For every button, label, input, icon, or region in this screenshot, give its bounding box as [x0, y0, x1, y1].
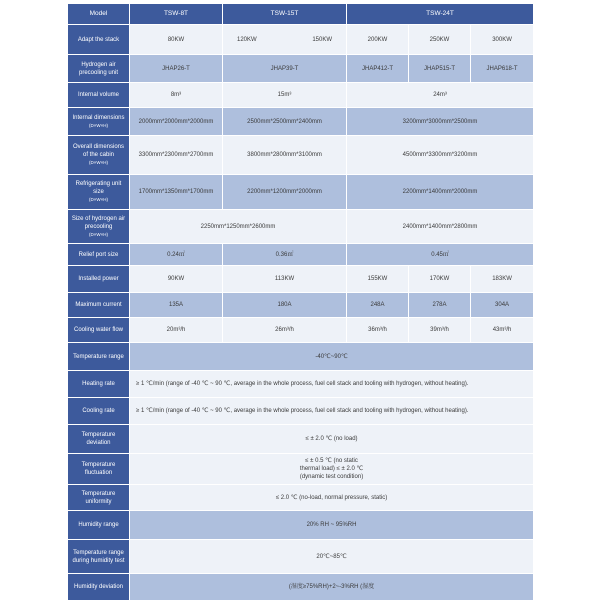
fluctuation-line-3: (dynamic test condition): [299, 474, 364, 480]
cell-internal-dims-24t: 3200mm*3000mm*2500mm: [347, 108, 534, 136]
label-cooling-rate: Cooling rate: [68, 398, 130, 425]
cell-temperature-range: -40℃~90℃: [130, 343, 534, 371]
row-refrigerating-unit: [68, 175, 534, 210]
label-precooling-size-text: Size of hydrogen air precooling: [71, 215, 126, 230]
label-internal-volume: Internal volume: [68, 83, 130, 108]
row-installed-power: [68, 266, 534, 293]
header-tsw-24t: TSW-24T: [347, 4, 534, 25]
cell-overall-dims-8t: 3300mm*2300mm*2700mm: [130, 136, 223, 175]
cell-power-8t: 90KW: [130, 266, 223, 293]
label-internal-dimensions-text: Internal dimensions: [72, 114, 125, 121]
cell-refrig-15t: 2200mm*1200mm*2000mm: [223, 175, 347, 210]
cell-precool-24t-b: JHAP515-T: [409, 55, 471, 83]
label-overall-dimensions-sub: (D×W×H): [89, 160, 108, 165]
cell-temperature-deviation: ≤ ± 2.0 ℃ (no load): [130, 425, 534, 454]
cell-internal-dims-15t: 2500mm*2500mm*2400mm: [223, 108, 347, 136]
cell-cooling-water-8t: 20m³/h: [130, 318, 223, 343]
row-temp-during-humidity: [68, 540, 534, 574]
cell-precool-size-24t: 2400mm*1400mm*2800mm: [347, 210, 534, 244]
cell-current-24t-c: 304A: [471, 293, 534, 318]
label-temperature-range: Temperature range: [68, 343, 130, 371]
cell-adapt-24t-a: 200KW: [347, 25, 409, 55]
label-overall-dimensions-text: Overall dimensions of the cabin: [72, 144, 125, 158]
header-tsw-8t: TSW-8T: [130, 4, 223, 25]
cell-precool-8t: JHAP26-T: [130, 55, 223, 83]
label-humidity-range: Humidity range: [68, 511, 130, 540]
label-cooling-water: Cooling water flow: [68, 318, 130, 343]
cell-adapt-15t-a: 120KW: [237, 36, 257, 43]
label-precooling-size-sub: (D×W×H): [89, 231, 108, 237]
cell-precool-size-8t-15t: 2250mm*1250mm*2600mm: [130, 210, 347, 244]
label-precooling-size: [68, 210, 130, 244]
label-installed-power: Installed power: [68, 266, 130, 293]
label-internal-dimensions: [68, 108, 130, 136]
cell-volume-24t: 24m³: [347, 83, 534, 108]
row-heating-rate: [68, 371, 534, 398]
label-refrigerating-unit-sub: (D×W×H): [89, 197, 108, 202]
fluctuation-line-1: ≤ ± 0.5 ℃ (no static: [305, 458, 358, 464]
row-maximum-current: [68, 293, 534, 318]
cell-cooling-water-24t-b: 39m³/h: [409, 318, 471, 343]
label-overall-dimensions: [68, 136, 130, 175]
cell-current-24t-b: 278A: [409, 293, 471, 318]
cell-power-24t-b: 170KW: [409, 266, 471, 293]
header-row: [68, 4, 534, 25]
cell-power-24t-a: 155KW: [347, 266, 409, 293]
cell-cooling-rate: ≥ 1 ℃/min (range of -40 ℃ ~ 90 ℃, average in the whole process, fuel cell stack and tooling with hydrogen, without heating).: [130, 398, 534, 425]
cell-adapt-24t-c: 300KW: [471, 25, 534, 55]
cell-temp-during-humidity: 20℃~85℃: [130, 540, 534, 574]
row-humidity-deviation: [68, 574, 534, 601]
label-precooling-unit: Hydrogen air precooling unit: [68, 55, 130, 83]
row-humidity-range: [68, 511, 534, 540]
cell-humidity-range: 20% RH ~ 95%RH: [130, 511, 534, 540]
label-temperature-deviation: Temperature deviation: [68, 425, 130, 454]
cell-volume-8t: 8m³: [130, 83, 223, 108]
cell-precool-24t-a: JHAP412-T: [347, 55, 409, 83]
cell-heating-rate: ≥ 1 ℃/min (range of -40 ℃ ~ 90 ℃, average in the whole process, fuel cell stack and tooling with hydrogen, without heating).: [130, 371, 534, 398]
cell-precool-15t: JHAP39-T: [223, 55, 347, 83]
cell-overall-dims-15t: 3800mm*2800mm*3100mm: [223, 136, 347, 175]
row-cooling-rate: [68, 398, 534, 425]
label-temp-during-humidity: Temperature range during humidity test: [68, 540, 130, 574]
row-internal-dimensions: [68, 108, 534, 136]
row-adapt-stack: [68, 25, 534, 55]
row-cooling-water: [68, 318, 534, 343]
row-temperature-range: [68, 343, 534, 371]
cell-adapt-24t-b: 250KW: [409, 25, 471, 55]
cell-refrig-8t: 1700mm*1350mm*1700mm: [130, 175, 223, 210]
cell-refrig-24t: 2200mm*1400mm*2000mm: [347, 175, 534, 210]
cell-precool-24t-c: JHAP618-T: [471, 55, 534, 83]
cell-current-24t-a: 248A: [347, 293, 409, 318]
cell-volume-15t: 15m³: [223, 83, 347, 108]
header-model: Model: [68, 4, 130, 25]
label-refrigerating-unit: [68, 175, 130, 210]
cell-current-8t: 135A: [130, 293, 223, 318]
label-internal-dimensions-sub: (D×W×H): [89, 122, 108, 128]
label-maximum-current: Maximum current: [68, 293, 130, 318]
row-temperature-fluctuation: [68, 454, 534, 485]
label-humidity-deviation: Humidity deviation: [68, 574, 130, 601]
cell-adapt-8t: 80KW: [130, 25, 223, 55]
cell-power-15t: 113KW: [223, 266, 347, 293]
cell-internal-dims-8t: 2000mm*2000mm*2000mm: [130, 108, 223, 136]
row-temperature-deviation: [68, 425, 534, 454]
cell-cooling-water-24t-a: 36m³/h: [347, 318, 409, 343]
label-adapt-stack: Adapt the stack: [68, 25, 130, 55]
label-relief-port: Relief port size: [68, 244, 130, 266]
label-temperature-fluctuation: Temperature fluctuation: [68, 454, 130, 485]
row-precooling-unit: [68, 55, 534, 83]
row-overall-dimensions: [68, 136, 534, 175]
row-temperature-uniformity: [68, 485, 534, 511]
row-relief-port: [68, 244, 534, 266]
cell-cooling-water-24t-c: 43m³/h: [471, 318, 534, 343]
cell-relief-15t: 0.36㎡: [223, 244, 347, 266]
label-heating-rate: Heating rate: [68, 371, 130, 398]
cell-humidity-deviation: (湿度≥75%RH)+2~-3%RH (湿度: [130, 574, 534, 601]
label-temperature-uniformity: Temperature uniformity: [68, 485, 130, 511]
cell-temperature-uniformity: ≤ 2.0 ℃ (no-load, normal pressure, static): [130, 485, 534, 511]
spec-table: [67, 3, 534, 601]
cell-current-15t: 180A: [223, 293, 347, 318]
label-refrigerating-unit-text: Refrigerating unit size: [75, 181, 122, 195]
cell-adapt-15t-b: 150KW: [312, 36, 333, 43]
header-tsw-15t: TSW-15T: [223, 4, 347, 25]
row-internal-volume: [68, 83, 534, 108]
cell-cooling-water-15t: 26m³/h: [223, 318, 347, 343]
cell-relief-24t: 0.45㎡: [347, 244, 534, 266]
fluctuation-line-2: thermal load) ≤ ± 2.0 ℃: [299, 466, 364, 472]
row-precooling-size: [68, 210, 534, 244]
cell-power-24t-c: 183KW: [471, 266, 534, 293]
cell-adapt-15t: [223, 25, 347, 55]
cell-temperature-fluctuation: [130, 454, 534, 485]
cell-overall-dims-24t: 4500mm*3300mm*3200mm: [347, 136, 534, 175]
cell-relief-8t: 0.24㎡: [130, 244, 223, 266]
